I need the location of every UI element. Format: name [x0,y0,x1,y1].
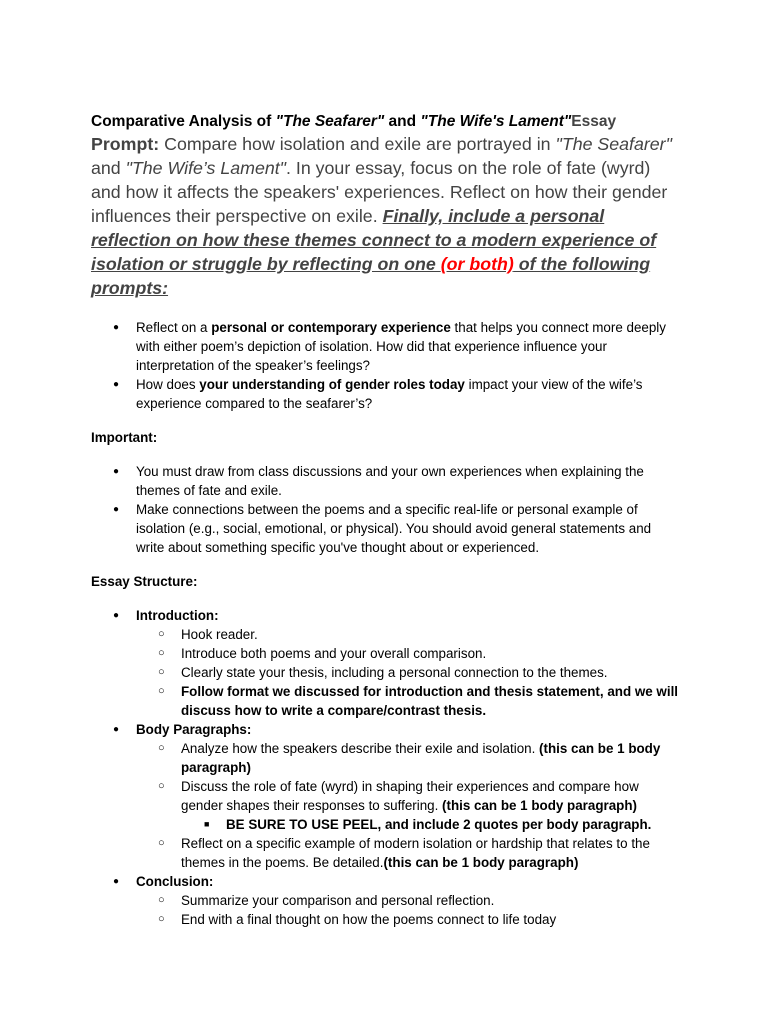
reflection-prompts-list [91,318,681,413]
prompt-label: Prompt: [91,134,160,154]
list-item: ○ Reflect on a specific example of modern isolation or hardship that relates to the themes in the poems. Be detailed.(this can be 1 body paragraph) [91,834,681,872]
section-conclusion: ● Conclusion: [91,872,681,891]
list-item-peel: ■ BE SURE TO USE PEEL, and include 2 quotes per body paragraph. [91,815,681,834]
list-item: ○ Follow format we discussed for introduction and thesis statement, and we will discuss how to write a compare/contrast thesis. [91,682,681,720]
document-title: Comparative Analysis of "The Seafarer" and "The Wife's Lament"Essay [91,113,617,130]
section-body-paragraphs: ● Body Paragraphs: [91,720,681,739]
list-item: ● How does your understanding of gender roles today impact your view of the wife’s experience compared to the seafarer’s? [91,375,681,413]
list-item: ● Reflect on a personal or contemporary experience that helps you connect more deeply with either poem’s depiction of isolation. How did that experience influence your interpretation of the speaker’s feelings? [91,318,681,375]
list-item: ○ Hook reader. [91,625,681,644]
title-wifes-lament: "The Wife's Lament" [420,113,572,130]
or-both-highlight: (or both) [440,254,514,274]
essay-prompt: Prompt: Compare how isolation and exile are portrayed in "The Seafarer" and "The Wife’s Lament". In your essay, focus on the role of fate (wyrd) and how it affects the speakers' experiences. Reflect on how their gender influences their perspective on exile. Finally, include a personal reflection on how these themes connect to a modern experience of isolation or struggle by reflecting on one (or both) of the following prompts: [91,134,672,298]
list-item: ● You must draw from class discussions and your own experiences when explaining the themes of fate and exile. [91,462,681,500]
list-item: ○ Discuss the role of fate (wyrd) in shaping their experiences and compare how gender shapes their responses to suffering. (this can be 1 body paragraph) [91,777,681,815]
list-item: ○ End with a final thought on how the poems connect to life today [91,910,681,929]
title-seafarer: "The Seafarer" [275,113,385,130]
list-item: ○ Clearly state your thesis, including a personal connection to the themes. [91,663,681,682]
list-item: ○ Analyze how the speakers describe their exile and isolation. (this can be 1 body paragraph) [91,739,681,777]
important-list [91,462,681,557]
list-item: ○ Introduce both poems and your overall comparison. [91,644,681,663]
document-body [91,112,681,929]
essay-structure-heading: Essay Structure: [91,574,198,589]
essay-structure-list [91,606,681,929]
important-heading: Important: [91,430,158,445]
section-introduction: ● Introduction: [91,606,681,625]
list-item: ○ Summarize your comparison and personal reflection. [91,891,681,910]
reflection-instruction: Finally, include a personal reflection on how these themes connect to a modern experience of isolation or struggle by reflecting on one (or both) of the following prompts: [91,206,657,298]
list-item: ● Make connections between the poems and a specific real-life or personal example of isolation (e.g., social, emotional, or physical). You should avoid general statements and write about something specific you've thought about or experienced. [91,500,681,557]
